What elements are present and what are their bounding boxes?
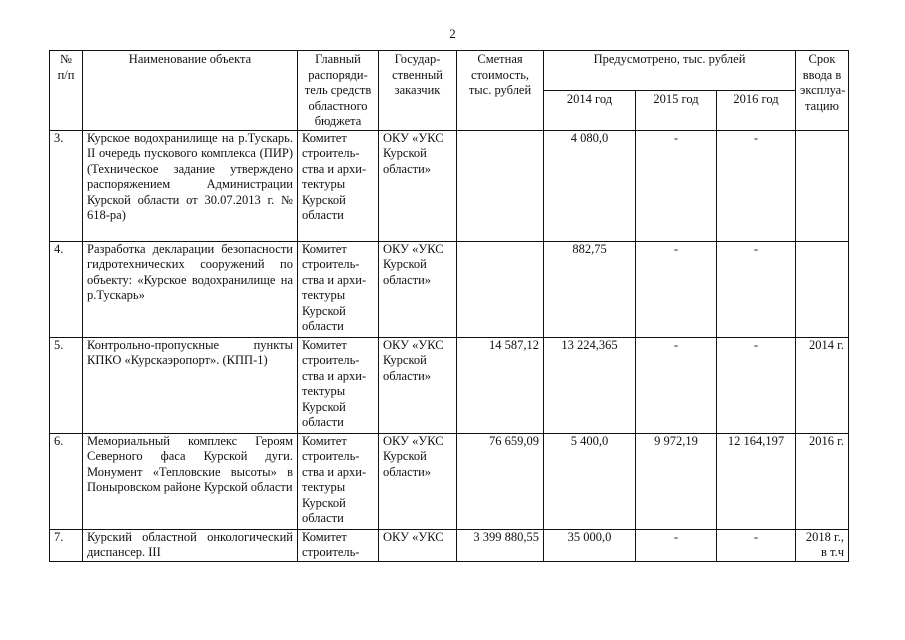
row-num: 4. bbox=[50, 241, 83, 337]
row-cost: 3 399 880,55 bbox=[457, 529, 544, 561]
row-2016: - bbox=[717, 529, 796, 561]
row-cost: 76 659,09 bbox=[457, 433, 544, 529]
row-name: Контрольно-пропускные пункты КПКО «Курскаэропорт». (КПП-1) bbox=[83, 337, 298, 433]
header-2015: 2015 год bbox=[636, 90, 717, 130]
row-2015: 9 972,19 bbox=[636, 433, 717, 529]
row-manager: Комитет строитель-ства и архи-тектуры Курской области bbox=[298, 130, 379, 241]
row-cost: 14 587,12 bbox=[457, 337, 544, 433]
row-customer: ОКУ «УКС Курской области» bbox=[379, 337, 457, 433]
row-name: Мемориальный комплекс Героям Северного фаса Курской дуги. Монумент «Тепловские высоты» в Поныровском районе Курской области bbox=[83, 433, 298, 529]
row-customer: ОКУ «УКС Курской области» bbox=[379, 130, 457, 241]
header-name: Наименование объекта bbox=[83, 51, 298, 131]
row-term bbox=[796, 241, 849, 337]
row-2015: - bbox=[636, 337, 717, 433]
header-term: Срок ввода в эксплуа-тацию bbox=[796, 51, 849, 131]
row-2015: - bbox=[636, 241, 717, 337]
row-2016: - bbox=[717, 130, 796, 241]
table-header bbox=[50, 51, 849, 131]
row-cost bbox=[457, 241, 544, 337]
table-row bbox=[50, 433, 849, 529]
row-2016: - bbox=[717, 337, 796, 433]
row-num: 6. bbox=[50, 433, 83, 529]
row-manager: Комитет строитель-ства и архи-тектуры Курской области bbox=[298, 433, 379, 529]
row-2016: 12 164,197 bbox=[717, 433, 796, 529]
row-2014: 5 400,0 bbox=[544, 433, 636, 529]
header-cost: Сметная стоимость, тыс. рублей bbox=[457, 51, 544, 131]
header-customer: Государ-ственный заказчик bbox=[379, 51, 457, 131]
header-num: № п/п bbox=[50, 51, 83, 131]
row-manager: Комитет строитель-ства и архи-тектуры Курской области bbox=[298, 241, 379, 337]
table-row bbox=[50, 337, 849, 433]
row-num: 3. bbox=[50, 130, 83, 241]
row-manager: Комитет строитель-ства и архи-тектуры Курской области bbox=[298, 337, 379, 433]
header-planned: Предусмотрено, тыс. рублей bbox=[544, 51, 796, 91]
row-2014: 13 224,365 bbox=[544, 337, 636, 433]
row-num: 5. bbox=[50, 337, 83, 433]
row-2016: - bbox=[717, 241, 796, 337]
row-2014: 882,75 bbox=[544, 241, 636, 337]
table-row bbox=[50, 529, 849, 561]
page-number: 2 bbox=[449, 26, 456, 41]
objects-table bbox=[49, 50, 849, 562]
row-customer: ОКУ «УКС Курской области» bbox=[379, 241, 457, 337]
row-customer: ОКУ «УКС bbox=[379, 529, 457, 561]
row-num: 7. bbox=[50, 529, 83, 561]
row-customer: ОКУ «УКС Курской области» bbox=[379, 433, 457, 529]
header-manager: Главный распоряди-тель средств областного бюджета bbox=[298, 51, 379, 131]
row-2014: 35 000,0 bbox=[544, 529, 636, 561]
row-2014: 4 080,0 bbox=[544, 130, 636, 241]
row-term: 2016 г. bbox=[796, 433, 849, 529]
row-manager: Комитет строитель- bbox=[298, 529, 379, 561]
table-row bbox=[50, 130, 849, 241]
row-term: 2018 г., в т.ч bbox=[796, 529, 849, 561]
row-cost bbox=[457, 130, 544, 241]
header-2016: 2016 год bbox=[717, 90, 796, 130]
row-term bbox=[796, 130, 849, 241]
row-2015: - bbox=[636, 130, 717, 241]
row-name: Курское водохранилище на р.Тускарь. II очередь пускового комплекса (ПИР) (Техническое задание утверждено распоряжением Администрации Курской области от 30.07.2013 г. № 618-ра) bbox=[83, 130, 298, 241]
table-row bbox=[50, 241, 849, 337]
row-name: Курский областной онкологический диспансер. III bbox=[83, 529, 298, 561]
row-name: Разработка декларации безопасности гидротехнических сооружений по объекту: «Курское водохранилище на р.Тускарь» bbox=[83, 241, 298, 337]
row-2015: - bbox=[636, 529, 717, 561]
row-term: 2014 г. bbox=[796, 337, 849, 433]
header-2014: 2014 год bbox=[544, 90, 636, 130]
